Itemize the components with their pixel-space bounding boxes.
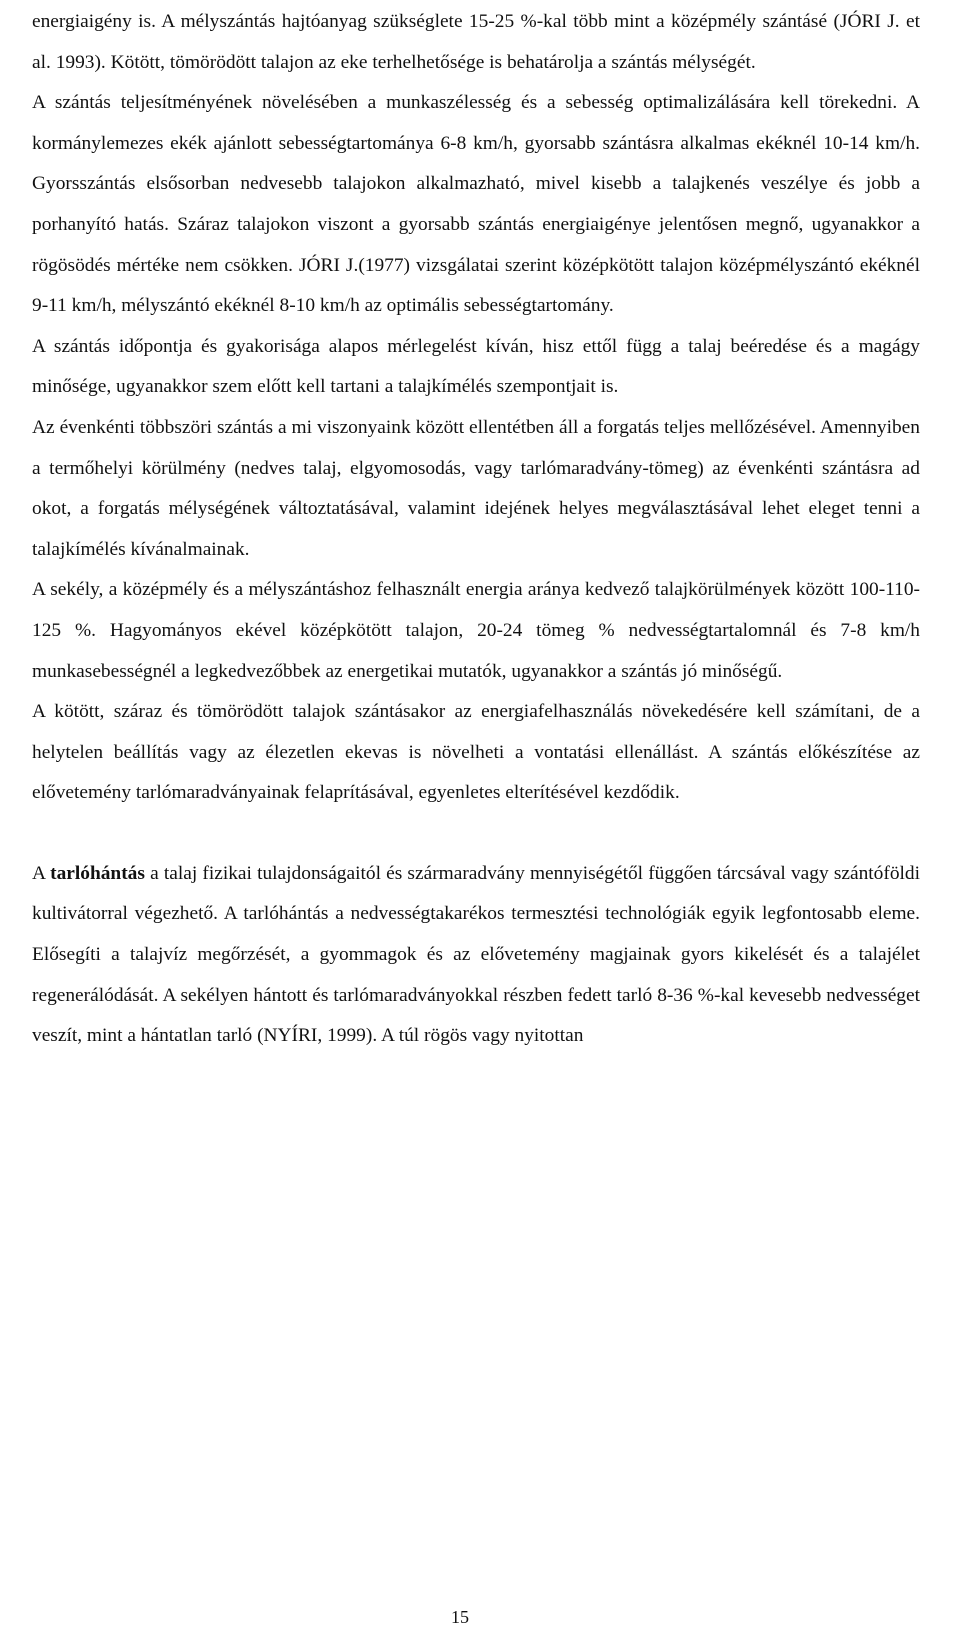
paragraph-ploughing-speed: A szántás teljesítményének növelésében a munkaszélesség és a sebesség optimalizálására kell törekedni. A kormánylemezes ekék ajánlott sebességtartománya 6-8 km/h, gyorsabb szántásra alkalmas ekéknél 10-14 km/h. Gyorsszántás elsősorban nedvesebb talajokon alkalmazható, mivel kisebb a talajkenés veszélye és jobb a porhanyító hatás. Száraz talajokon viszont a gyorsabb szántás energiaigénye jelentősen megnő, ugyanakkor a rögösödés mértéke nem csökken. JÓRI J.(1977) vizsgálatai szerint középkötött talajon középmélyszántó ekéknél 9-11 km/h, mélyszántó ekéknél 8-10 km/h az optimális sebességtartomány. xyxy=(32,92,920,317)
stubble-intro: A xyxy=(32,862,51,884)
paragraph-stubble-tillage xyxy=(32,854,920,1057)
paragraph-annual-ploughing: Az évenkénti többszöri szántás a mi viszonyaink között ellentétben áll a forgatás teljes mellőzésével. Amennyiben a termőhelyi körülmény (nedves talaj, elgyomosodás, vagy tarlómaradvány-tömeg) az évenkénti szántásra ad okot, a forgatás mélységének változtatásával, valamint idejének helyes megválasztásával lehet eleget tenni a talajkímélés kívánalmainak. xyxy=(32,416,920,560)
stubble-term-bold: tarlóhántás xyxy=(50,862,145,884)
paragraph-ploughing-timing: A szántás időpontja és gyakorisága alapos mérlegelést kíván, hisz ettől függ a talaj beéredése és a magágy minősége, ugyanakkor szem előtt kell tartani a talajkímélés szempontjait is. xyxy=(32,335,920,398)
body-text xyxy=(32,2,920,1057)
page-number: 15 xyxy=(451,1607,469,1627)
paragraph-energy-ratio: A sekély, a középmély és a mélyszántáshoz felhasznált energia aránya kedvező talajkörülmények között 100-110-125 %. Hagyományos ekével középkötött talajon, 20-24 tömeg % nedvességtartalomnál és 7-8 km/h munkasebességnél a legkedvezőbbek az energetikai mutatók, ugyanakkor a szántás jó minőségű. xyxy=(32,579,920,682)
paragraph-energy-demand: energiaigény is. A mélyszántás hajtóanyag szükséglete 15-25 %-kal több mint a középmély szántásé (JÓRI J. et al. 1993). Kötött, tömörödött talajon az eke terhelhetősége is behatárolja a szántás mélységét. xyxy=(32,11,920,73)
stubble-body: a talaj fizikai tulajdonságaitól és szármaradvány mennyiségétől függően tárcsával vagy szántóföldi kultivátorral végezhető. A tarlóhántás a nedvességtakarékos termesztési technológiák egyik legfontosabb eleme. Elősegíti a talajvíz megőrzését, a gyommagok és az elővetemény magjainak gyors kikelését és a talajélet regenerálódását. A sekélyen hántott és tarlómaradványokkal részben fedett tarló 8-36 %-kal kevesebb nedvességet veszít, mint a hántatlan tarló (NYÍRI, 1999). A túl rögös vagy nyitottan xyxy=(32,862,920,1047)
paragraph-dry-soil: A kötött, száraz és tömörödött talajok szántásakor az energiafelhasználás növekedésére kell számítani, de a helytelen beállítás vagy az élezetlen ekevas is növelheti a vontatási ellenállást. A szántás előkészítése az elővetemény tarlómaradványainak felaprításával, egyenletes elterítésével kezdődik. xyxy=(32,701,920,804)
